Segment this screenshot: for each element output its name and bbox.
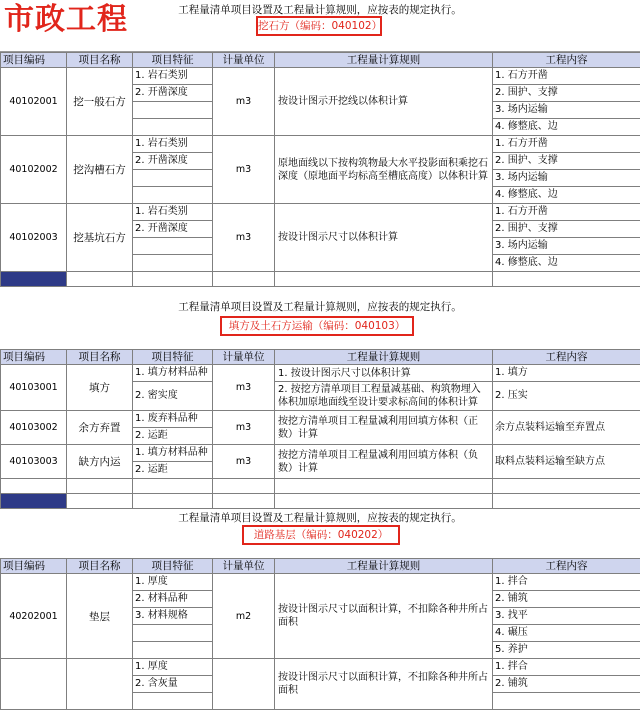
feature-cell: 1. 废弃料品种 bbox=[133, 411, 213, 428]
feature-cell: 2. 运距 bbox=[133, 428, 213, 445]
selected-cell[interactable] bbox=[1, 272, 67, 287]
feature-cell bbox=[133, 187, 213, 204]
feature-cell bbox=[133, 693, 213, 710]
rule-cell: 2. 按挖方清单项目工程量减基础、构筑物埋入体积加原地面线至设计要求标高间的体积计算 bbox=[275, 382, 493, 411]
item-code: 40102003 bbox=[1, 204, 67, 272]
table-row bbox=[1, 365, 640, 382]
table-row bbox=[1, 411, 640, 428]
intro-text-2: 工程量清单项目设置及工程量计算规则，应按表的规定执行。 bbox=[0, 300, 640, 314]
feature-cell bbox=[133, 255, 213, 272]
rule-cell: 原地面线以下按构筑物最大水平投影面积乘挖石深度（原地面平均标高至槽底高度）以体积计算 bbox=[275, 136, 493, 204]
item-code: 40102002 bbox=[1, 136, 67, 204]
content-cell: 余方点装料运输至弃置点 bbox=[493, 411, 640, 445]
rule-cell: 1. 按设计图示尺寸以体积计算 bbox=[275, 365, 493, 382]
item-name: 挖一般石方 bbox=[67, 68, 133, 136]
content-cell: 5. 养护 bbox=[493, 642, 640, 659]
item-code: 40103001 bbox=[1, 365, 67, 411]
content-cell: 2. 围护、支撑 bbox=[493, 153, 640, 170]
header-row bbox=[1, 53, 640, 68]
feature-cell: 1. 岩石类别 bbox=[133, 204, 213, 221]
feature-cell: 1. 厚度 bbox=[133, 574, 213, 591]
header-code: 项目编码 bbox=[1, 53, 67, 68]
header-rule: 工程量计算规则 bbox=[275, 559, 493, 574]
item-code: 40103002 bbox=[1, 411, 67, 445]
feature-cell: 2. 含灰量 bbox=[133, 676, 213, 693]
blank-row bbox=[1, 272, 640, 287]
unit-cell: m3 bbox=[213, 68, 275, 136]
item-code: 40202001 bbox=[1, 574, 67, 659]
item-code: 40102001 bbox=[1, 68, 67, 136]
feature-cell: 1. 厚度 bbox=[133, 659, 213, 676]
section3-title: 道路基层（编码：040202） bbox=[242, 525, 400, 545]
header-code: 项目编码 bbox=[1, 559, 67, 574]
header-name: 项目名称 bbox=[67, 350, 133, 365]
feature-cell: 2. 开凿深度 bbox=[133, 85, 213, 102]
header-feature: 项目特征 bbox=[133, 559, 213, 574]
content-cell: 2. 围护、支撑 bbox=[493, 221, 640, 238]
feature-cell: 2. 密实度 bbox=[133, 382, 213, 411]
selected-cell[interactable] bbox=[1, 494, 67, 509]
table-row bbox=[1, 574, 640, 591]
unit-cell: m3 bbox=[213, 204, 275, 272]
content-cell: 2. 压实 bbox=[493, 382, 640, 411]
table-row bbox=[1, 136, 640, 153]
intro-text-3: 工程量清单项目设置及工程量计算规则，应按表的规定执行。 bbox=[0, 511, 640, 525]
feature-cell bbox=[133, 625, 213, 642]
table-row bbox=[1, 204, 640, 221]
item-name: 垫层 bbox=[67, 574, 133, 659]
feature-cell: 2. 材料品种 bbox=[133, 591, 213, 608]
header-name: 项目名称 bbox=[67, 53, 133, 68]
content-cell: 1. 拌合 bbox=[493, 574, 640, 591]
item-code: 40103003 bbox=[1, 445, 67, 479]
header-unit: 计量单位 bbox=[213, 350, 275, 365]
page-title: 市政工程 bbox=[4, 2, 128, 38]
unit-cell: m3 bbox=[213, 411, 275, 445]
content-cell: 1. 拌合 bbox=[493, 659, 640, 676]
content-cell: 2. 铺筑 bbox=[493, 591, 640, 608]
content-cell: 1. 填方 bbox=[493, 365, 640, 382]
header-row bbox=[1, 559, 640, 574]
header-rule: 工程量计算规则 bbox=[275, 53, 493, 68]
rule-cell: 按设计图示开挖线以体积计算 bbox=[275, 68, 493, 136]
content-cell: 1. 石方开凿 bbox=[493, 204, 640, 221]
rule-cell: 按挖方清单项目工程量减利用回填方体积（正数）计算 bbox=[275, 411, 493, 445]
feature-cell bbox=[133, 642, 213, 659]
feature-cell: 1. 填方材料品种 bbox=[133, 445, 213, 462]
section1-title: 挖石方（编码：040102） bbox=[256, 16, 382, 36]
header-content: 工程内容 bbox=[493, 53, 640, 68]
item-code bbox=[1, 659, 67, 710]
content-cell: 3. 场内运输 bbox=[493, 102, 640, 119]
unit-cell bbox=[213, 659, 275, 710]
rule-cell: 按设计图示尺寸以面积计算，不扣除各种井所占面积 bbox=[275, 659, 493, 710]
content-cell: 取料点装料运输至缺方点 bbox=[493, 445, 640, 479]
header-row bbox=[1, 350, 640, 365]
table-row bbox=[1, 659, 640, 676]
feature-cell bbox=[133, 119, 213, 136]
header-feature: 项目特征 bbox=[133, 350, 213, 365]
item-name bbox=[67, 659, 133, 710]
table-row bbox=[1, 445, 640, 462]
unit-cell: m2 bbox=[213, 574, 275, 659]
content-cell: 4. 修整底、边 bbox=[493, 119, 640, 136]
header-unit: 计量单位 bbox=[213, 53, 275, 68]
content-cell: 4. 修整底、边 bbox=[493, 255, 640, 272]
section2-title: 填方及土石方运输（编码：040103） bbox=[220, 316, 414, 336]
content-cell: 4. 碾压 bbox=[493, 625, 640, 642]
item-name: 挖沟槽石方 bbox=[67, 136, 133, 204]
rule-cell: 按设计图示尺寸以体积计算 bbox=[275, 204, 493, 272]
header-rule: 工程量计算规则 bbox=[275, 350, 493, 365]
content-cell: 3. 场内运输 bbox=[493, 238, 640, 255]
table-row bbox=[1, 68, 640, 85]
content-cell: 1. 石方开凿 bbox=[493, 68, 640, 85]
header-content: 工程内容 bbox=[493, 559, 640, 574]
content-cell: 2. 铺筑 bbox=[493, 676, 640, 693]
header-code: 项目编码 bbox=[1, 350, 67, 365]
content-cell: 1. 石方开凿 bbox=[493, 136, 640, 153]
content-cell: 2. 围护、支撑 bbox=[493, 85, 640, 102]
blank-row bbox=[0, 36, 640, 52]
table-section2 bbox=[0, 349, 640, 509]
content-cell: 3. 找平 bbox=[493, 608, 640, 625]
header-feature: 项目特征 bbox=[133, 53, 213, 68]
feature-cell bbox=[133, 170, 213, 187]
header-unit: 计量单位 bbox=[213, 559, 275, 574]
rule-cell: 按设计图示尺寸以面积计算，不扣除各种井所占面积 bbox=[275, 574, 493, 659]
blank-row bbox=[1, 479, 640, 494]
intro-text-1: 工程量清单项目设置及工程量计算规则，应按表的规定执行。 bbox=[0, 3, 640, 17]
unit-cell: m3 bbox=[213, 365, 275, 411]
rule-cell: 按挖方清单项目工程量减利用回填方体积（负数）计算 bbox=[275, 445, 493, 479]
header-name: 项目名称 bbox=[67, 559, 133, 574]
item-name: 挖基坑石方 bbox=[67, 204, 133, 272]
feature-cell: 2. 开凿深度 bbox=[133, 221, 213, 238]
feature-cell: 1. 填方材料品种 bbox=[133, 365, 213, 382]
item-name: 余方弃置 bbox=[67, 411, 133, 445]
feature-cell: 1. 岩石类别 bbox=[133, 136, 213, 153]
feature-cell bbox=[133, 102, 213, 119]
feature-cell: 2. 开凿深度 bbox=[133, 153, 213, 170]
content-cell bbox=[493, 693, 640, 710]
content-cell: 4. 修整底、边 bbox=[493, 187, 640, 204]
blank-row bbox=[1, 494, 640, 509]
feature-cell bbox=[133, 238, 213, 255]
feature-cell: 2. 运距 bbox=[133, 462, 213, 479]
feature-cell: 3. 材料规格 bbox=[133, 608, 213, 625]
table-section3 bbox=[0, 558, 640, 710]
item-name: 缺方内运 bbox=[67, 445, 133, 479]
unit-cell: m3 bbox=[213, 445, 275, 479]
content-cell: 3. 场内运输 bbox=[493, 170, 640, 187]
table-section1 bbox=[0, 52, 640, 287]
header-content: 工程内容 bbox=[493, 350, 640, 365]
unit-cell: m3 bbox=[213, 136, 275, 204]
item-name: 填方 bbox=[67, 365, 133, 411]
feature-cell: 1. 岩石类别 bbox=[133, 68, 213, 85]
